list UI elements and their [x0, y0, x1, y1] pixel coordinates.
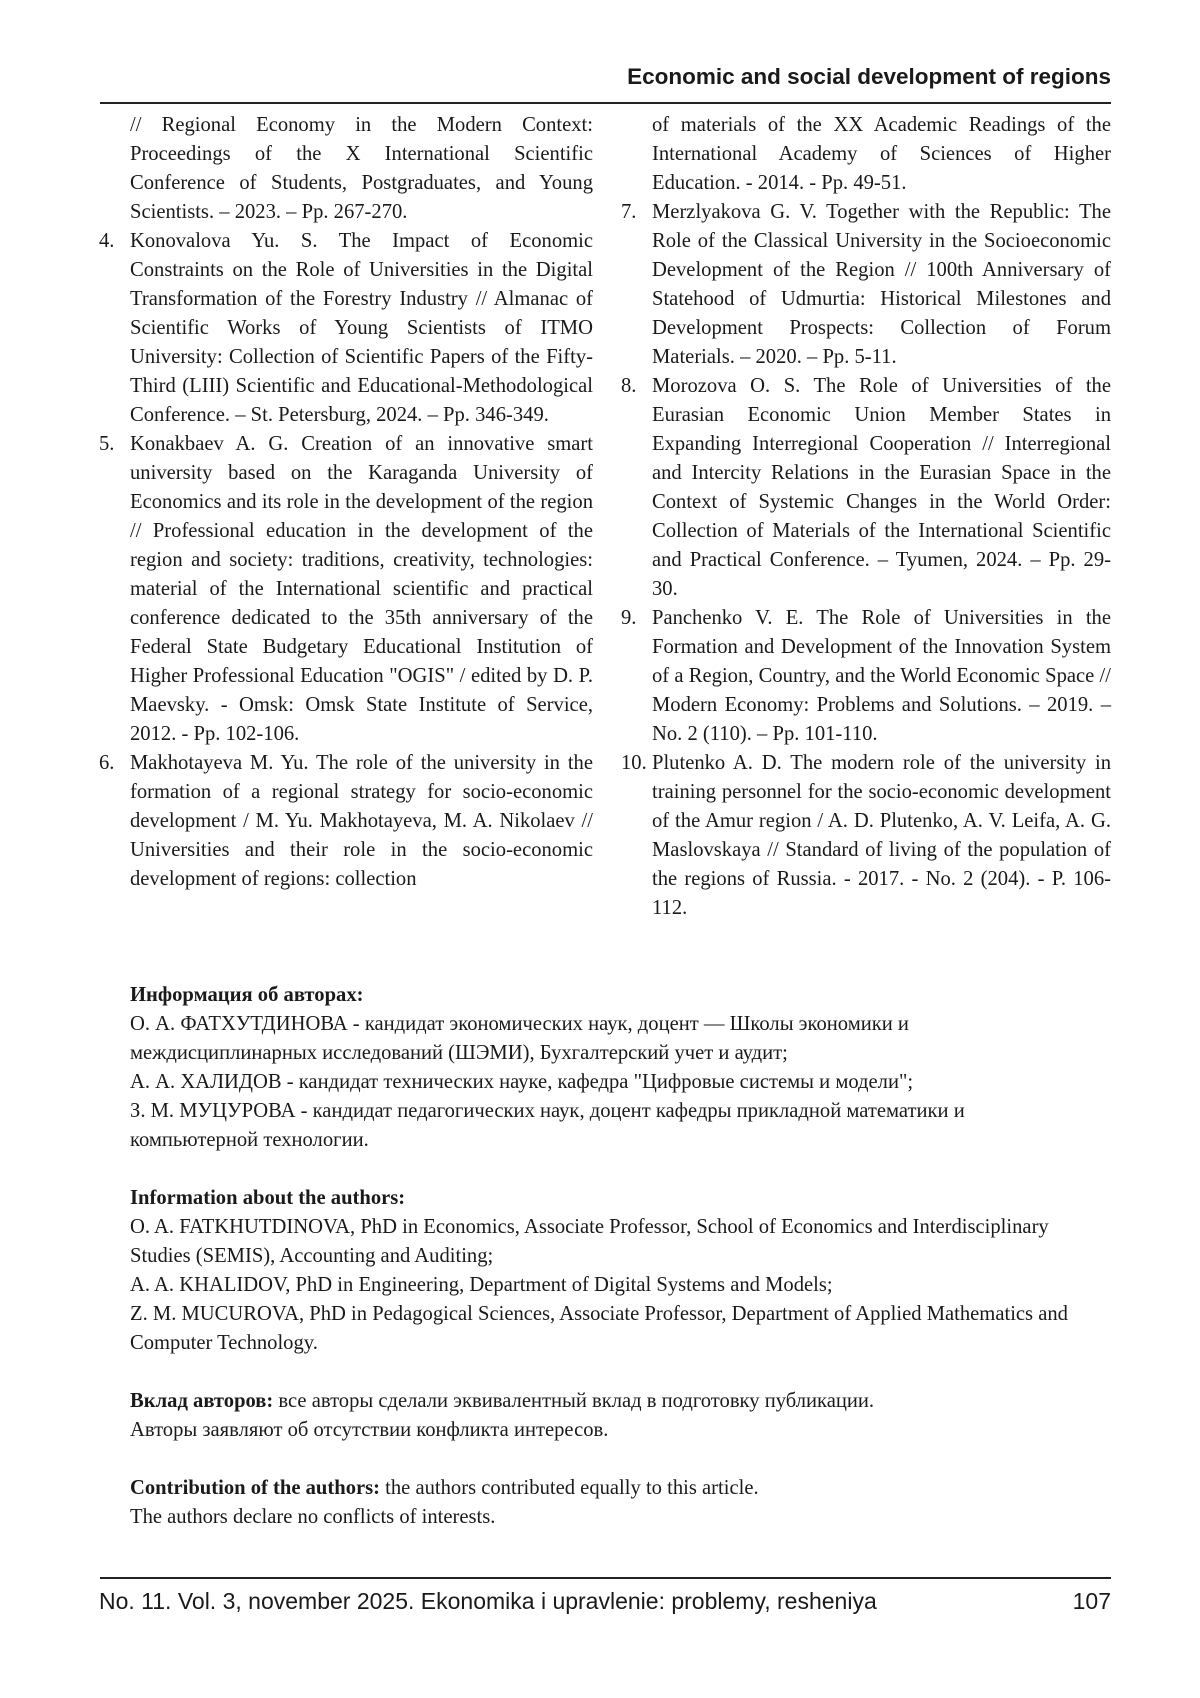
conflict-en-text: The authors declare no conflicts of interests.	[130, 1506, 496, 1528]
reference-item-10	[621, 749, 1111, 923]
author-ru-line: А. А. ХАЛИДОВ - кандидат технических науке, кафедра "Цифровые системы и модели";	[130, 1071, 914, 1093]
authors-en-heading: Information about the authors:	[130, 1187, 406, 1209]
reference-number: 7.	[621, 201, 637, 223]
reference-number: 8.	[621, 375, 637, 397]
reference-text: Panchenko V. E. The Role of Universities in the Formation and Development of the Innovation System of a Region, Country, and the World Economic Space // Modern Economy: Problems and Solutions. – 2019. – No. 2 (110). – Pp. 101-110.	[652, 607, 1111, 745]
reference-number: 4.	[99, 230, 115, 252]
contribution-ru-label: Вклад авторов:	[130, 1390, 274, 1412]
reference-number: 5.	[99, 433, 115, 455]
reference-number: 6.	[99, 752, 115, 774]
authors-en-block	[130, 1184, 1090, 1358]
journal-citation: No. 11. Vol. 3, november 2025. Ekonomika i upravlenie: problemy, resheniya	[99, 1588, 877, 1614]
reference-number: 9.	[621, 607, 637, 629]
reference-text: Makhotayeva M. Yu. The role of the university in the formation of a regional strategy for socio-economic development / M. Yu. Makhotayeva, M. A. Nikolaev // Universities and their role in the socio-economic development of regions: collection	[130, 752, 593, 890]
footer-divider	[100, 1577, 1111, 1579]
reference-number: 10.	[621, 752, 647, 774]
contribution-en-text: the authors contributed equally to this article.	[380, 1477, 759, 1499]
contribution-ru-block	[130, 1387, 1090, 1445]
reference-text: Morozova O. S. The Role of Universities of the Eurasian Economic Union Member States in Expanding Interregional Cooperation // Interregional and Intercity Relations in the Eurasian Space in the Context of Systemic Changes in the World Order: Collection of Materials of the International Scientific and Practical Conference. – Tyumen, 2024. – Pp. 29-30.	[652, 375, 1111, 600]
author-ru-line: З. М. МУЦУРОВА - кандидат педагогических наук, доцент кафедры прикладной математики и компьютерной технологии.	[130, 1100, 965, 1151]
contribution-en-block	[130, 1474, 1090, 1532]
reference-item-7	[621, 198, 1111, 372]
reference-item-4	[99, 227, 593, 430]
conflict-ru-text: Авторы заявляют об отсутствии конфликта интересов.	[130, 1419, 609, 1441]
reference-text: Plutenko A. D. The modern role of the university in training personnel for the socio-economic development of the Amur region / A. D. Plutenko, A. V. Leifa, A. G. Maslovskaya // Standard of living of the population of the regions of Russia. - 2017. - No. 2 (204). - P. 106-112.	[652, 752, 1111, 919]
author-info-section	[130, 981, 1090, 1561]
reference-continuation: of materials of the XX Academic Readings of the International Academy of Sciences of Higher Education. - 2014. - Pp. 49-51.	[652, 114, 1111, 194]
reference-text: Merzlyakova G. V. Together with the Republic: The Role of the Classical University in the Socioeconomic Development of the Region // 100th Anniversary of Statehood of Udmurtia: Historical Milestones and Development Prospects: Collection of Forum Materials. – 2020. – Pp. 5-11.	[652, 201, 1111, 368]
author-en-line: A. A. KHALIDOV, PhD in Engineering, Department of Digital Systems and Models;	[130, 1274, 833, 1296]
page-number: 107	[1072, 1588, 1111, 1614]
reference-item-9	[621, 604, 1111, 749]
references-right-column	[621, 111, 1111, 923]
authors-ru-block	[130, 981, 1090, 1155]
reference-item-8	[621, 372, 1111, 604]
reference-text: Konovalova Yu. S. The Impact of Economic Constraints on the Role of Universities in the Digital Transformation of the Forestry Industry // Almanac of Scientific Works of Young Scientists of ITMO University: Collection of Scientific Papers of the Fifty-Third (LIII) Scientific and Educational-Methodological Conference. – St. Petersburg, 2024. – Pp. 346-349.	[130, 230, 593, 426]
header-divider	[100, 102, 1111, 104]
contribution-en-label: Contribution of the authors:	[130, 1477, 381, 1499]
contribution-ru-text: все авторы сделали эквивалентный вклад в подготовку публикации.	[273, 1390, 875, 1412]
running-title: Economic and social development of regions	[627, 64, 1111, 89]
authors-ru-heading: Информация об авторах:	[130, 984, 364, 1006]
author-en-line: O. A. FATKHUTDINOVA, PhD in Economics, Associate Professor, School of Economics and Interdisciplinary Studies (SEMIS), Accounting and Auditing;	[130, 1216, 1049, 1267]
reference-continuation: // Regional Economy in the Modern Context: Proceedings of the X International Scientific Conference of Students, Postgraduates, and Young Scientists. – 2023. – Pp. 267-270.	[130, 114, 593, 223]
references-left-column	[99, 111, 593, 894]
reference-text: Konakbaev A. G. Creation of an innovative smart university based on the Karaganda University of Economics and its role in the development of the region // Professional education in the development of the region and society: traditions, creativity, technologies: material of the International scientific and practical conference dedicated to the 35th anniversary of the Federal State Budgetary Educational Institution of Higher Professional Education "OGIS" / edited by D. P. Maevsky. - Omsk: Omsk State Institute of Service, 2012. - Pp. 102-106.	[130, 433, 593, 745]
author-en-line: Z. M. MUCUROVA, PhD in Pedagogical Sciences, Associate Professor, Department of Applied Mathematics and Computer Technology.	[130, 1303, 1068, 1354]
reference-item-5	[99, 430, 593, 749]
reference-item-6	[99, 749, 593, 894]
author-ru-line: О. А. ФАТХУТДИНОВА - кандидат экономических наук, доцент — Школы экономики и междисциплинарных исследований (ШЭМИ), Бухгалтерский учет и аудит;	[130, 1013, 909, 1064]
